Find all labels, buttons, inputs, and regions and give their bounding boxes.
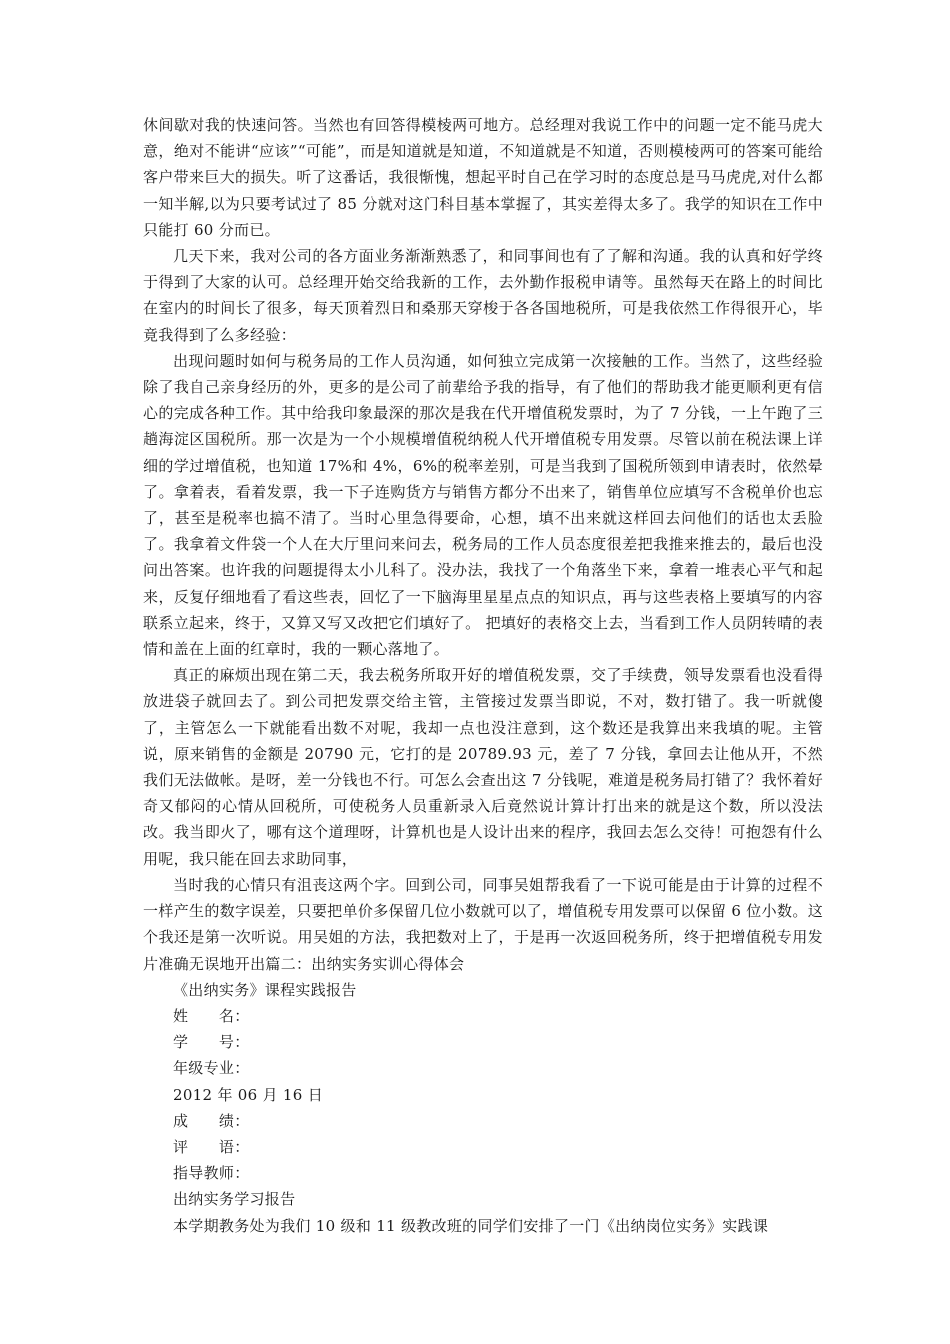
document-page bbox=[143, 112, 823, 1239]
field-grade-major: 年级专业： bbox=[173, 1059, 250, 1078]
report-title: 《出纳实务》课程实践报告 bbox=[173, 980, 357, 999]
paragraph-5: 当时我的心情只有沮丧这两个字。回到公司，同事吴姐帮我看了一下说可能是由于计算的过程不一样产生的数字误差，只要把单价多保留几位小数就可以了，增值税专用发票可以保留 6 位小数。这个我还是第一次听说。用吴姐的方法，我把数对上了，于是再一次返回税务所，终于把增值税专用发片准确无误地开出篇二：出纳实务实训心得体会 bbox=[143, 875, 823, 973]
field-teacher: 指导教师： bbox=[173, 1164, 250, 1183]
field-student-id: 学 号： bbox=[173, 1033, 250, 1052]
paragraph-3: 出现问题时如何与税务局的工作人员沟通，如何独立完成第一次接触的工作。当然了，这些经验除了我自己亲身经历的外，更多的是公司了前辈给予我的指导，有了他们的帮助我才能更顺利更有信心的完成各种工作。其中给我印象最深的那次是我在代开增值税发票时，为了 7 分钱，一上午跑了三趟海淀区国税所。那一次是为一个小规模增值税纳税人代开增值税专用发票。尽管以前在税法课上详细的学过增值税，也知道 17%和 4%，6%的税率差别，可是当我到了国税所领到申请表时，依然晕了。拿着表，看着发票，我一下子连购货方与销售方都分不出来了，销售单位应填写不含税单价也忘了，甚至是税率也搞不清了。当时心里急得要命，心想，填不出来就这样回去问他们的话也太丢脸了。我拿着文件袋一个人在大厅里问来问去，税务局的工作人员态度很差把我推来推去的，最后也没问出答案。也许我的问题提得太小儿科了。没办法，我找了一个角落坐下来，拿着一堆表心平气和起来，反复仔细地看了看这些表，回忆了一下脑海里星星点点的知识点，再与这些表格上要填写的内容联系立起来，终于，又算又写又改把它们填好了。 把填好的表格交上去，当看到工作人员阴转晴的表情和盖在上面的红章时，我的一颗心落地了。 bbox=[143, 351, 823, 659]
paragraph-2: 几天下来，我对公司的各方面业务渐渐熟悉了，和同事间也有了了解和沟通。我的认真和好学终于得到了大家的认可。总经理开始交给我新的工作，去外勤作报税申请等。虽然每天在路上的时间比在室内的时间长了很多，每天顶着烈日和桑那天穿梭于各各国地税所，可是我依然工作得很开心，毕竟我得到了么多经验： bbox=[143, 247, 823, 344]
paragraph-1: 休间歇对我的快速问答。当然也有回答得模棱两可地方。总经理对我说工作中的问题一定不能马虎大意，绝对不能讲“应该”“可能”，而是知道就是知道，不知道就是不知道，否则模棱两可的答案可能给客户带来巨大的损失。听了这番话，我很惭愧，想起平时自己在学习时的态度总是马马虎虎,对什么都一知半解,以为只要考试过了 85 分就对这门科目基本掌握了，其实差得太多了。我学的知识在工作中只能打 60 分而已。 bbox=[143, 116, 823, 239]
field-date: 2012 年 06 月 16 日 bbox=[173, 1085, 323, 1104]
final-paragraph-line: 本学期教务处为我们 10 级和 11 级教改班的同学们安排了一门《出纳岗位实务》实践课 bbox=[173, 1216, 769, 1235]
report-subtitle: 出纳实务学习报告 bbox=[173, 1190, 296, 1209]
field-comment: 评 语： bbox=[173, 1137, 250, 1156]
paragraph-4: 真正的麻烦出现在第二天，我去税务所取开好的增值税发票，交了手续费，领导发票看也没看得放进袋子就回去了。到公司把发票交给主管，主管接过发票当即说，不对，数打错了。我一听就傻了，主管怎么一下就能看出数不对呢，我却一点也没注意到，这个数还是我算出来我填的呢。主管说，原来销售的金额是 20790 元，它打的是 20789.93 元，差了 7 分钱，拿回去让他从开，不然我们无法做帐。是呀，差一分钱也不行。可怎么会查出这 7 分钱呢，难道是税务局打错了？我怀着好奇又郁闷的心情从回税所，可使税务人员重新录入后竟然说计算计打出来的就是这个数，所以没法改。我当即火了，哪有这个道理呀，计算机也是人设计出来的程序，我回去怎么交待！可抱怨有什么用呢，我只能在回去求助同事， bbox=[143, 666, 823, 868]
report-cover-fields bbox=[143, 977, 823, 1239]
field-score: 成 绩： bbox=[173, 1111, 250, 1130]
field-name: 姓 名： bbox=[173, 1006, 250, 1025]
